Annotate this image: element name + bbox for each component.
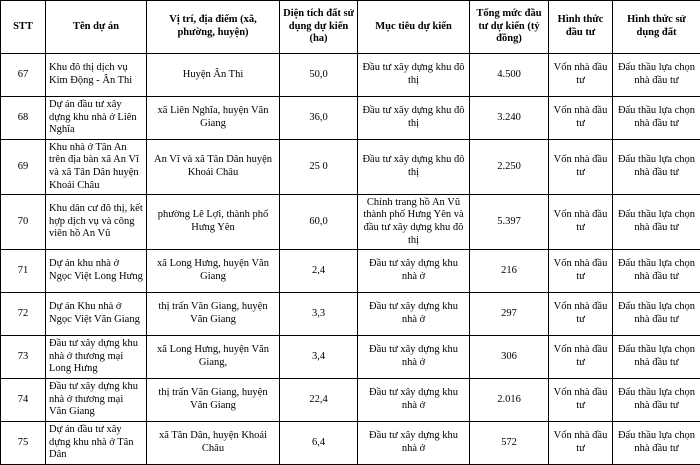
cell-stt: 68 [1,97,46,140]
cell-investment: 216 [470,250,549,293]
header-stt: STT [1,1,46,54]
header-location: Vị trí, địa điểm (xã, phường, huyện) [147,1,280,54]
cell-area: 25 0 [280,140,358,195]
header-investment: Tổng mức đầu tư dự kiến (tỷ đồng) [470,1,549,54]
cell-goal: Đầu tư xây dựng khu nhà ở [358,379,470,422]
cell-investment: 3.240 [470,97,549,140]
cell-area: 60,0 [280,195,358,250]
cell-location: thị trấn Văn Giang, huyện Văn Giang [147,379,280,422]
cell-stt: 67 [1,54,46,97]
header-project: Tên dự án [46,1,147,54]
cell-goal: Đầu tư xây dựng khu nhà ở [358,293,470,336]
table-row [1,97,700,140]
cell-location: phường Lê Lợi, thành phố Hưng Yên [147,195,280,250]
cell-stt: 69 [1,140,46,195]
table-row [1,336,700,379]
cell-stt: 71 [1,250,46,293]
cell-location: xã Long Hưng, huyện Văn Giang, [147,336,280,379]
cell-area: 22,4 [280,379,358,422]
cell-investment: 572 [470,422,549,465]
cell-form: Vốn nhà đầu tư [549,422,613,465]
cell-area: 3,4 [280,336,358,379]
cell-land: Đấu thầu lựa chọn nhà đầu tư [613,250,700,293]
cell-land: Đấu thầu lựa chọn nhà đầu tư [613,422,700,465]
header-area: Diện tích đất sử dụng dự kiến (ha) [280,1,358,54]
cell-investment: 297 [470,293,549,336]
cell-area: 50,0 [280,54,358,97]
cell-form: Vốn nhà đầu tư [549,250,613,293]
cell-land: Đấu thầu lựa chọn nhà đầu tư [613,195,700,250]
cell-form: Vốn nhà đầu tư [549,379,613,422]
cell-land: Đấu thầu lựa chọn nhà đầu tư [613,293,700,336]
table-row [1,422,700,465]
cell-land: Đấu thầu lựa chọn nhà đầu tư [613,97,700,140]
cell-goal: Đầu tư xây dựng khu đô thị [358,97,470,140]
cell-form: Vốn nhà đầu tư [549,54,613,97]
cell-area: 36,0 [280,97,358,140]
cell-area: 6,4 [280,422,358,465]
cell-form: Vốn nhà đầu tư [549,293,613,336]
cell-stt: 72 [1,293,46,336]
cell-stt: 73 [1,336,46,379]
table-row [1,250,700,293]
cell-stt: 74 [1,379,46,422]
cell-land: Đấu thầu lựa chọn nhà đầu tư [613,336,700,379]
cell-goal: Đầu tư xây dựng khu đô thị [358,140,470,195]
cell-project: Khu dân cư đô thị, kết hợp dịch vụ và công viên hồ An Vũ [46,195,147,250]
cell-project: Dự án đầu tư xây dựng khu nhà ở Liên Nghĩa [46,97,147,140]
table-row [1,293,700,336]
cell-goal: Đầu tư xây dựng khu đô thị [358,54,470,97]
cell-goal: Đầu tư xây dựng khu nhà ở [358,336,470,379]
cell-location: xã Liên Nghĩa, huyện Văn Giang [147,97,280,140]
cell-location: xã Long Hưng, huyện Văn Giang [147,250,280,293]
header-row [1,1,700,54]
cell-location: thị trấn Văn Giang, huyện Văn Giang [147,293,280,336]
cell-form: Vốn nhà đầu tư [549,195,613,250]
cell-stt: 70 [1,195,46,250]
cell-project: Đầu tư xây dựng khu nhà ở thương mại Văn Giang [46,379,147,422]
header-goal: Mục tiêu dự kiến [358,1,470,54]
cell-goal: Đầu tư xây dựng khu nhà ở [358,422,470,465]
cell-investment: 306 [470,336,549,379]
cell-goal: Đầu tư xây dựng khu nhà ở [358,250,470,293]
cell-project: Khu nhà ở Tân An trên địa bàn xã An Vĩ và xã Tân Dân huyện Khoái Châu [46,140,147,195]
cell-project: Đầu tư xây dựng khu nhà ở thương mại Long Hưng [46,336,147,379]
table-row [1,195,700,250]
cell-goal: Chỉnh trang hồ An Vũ thành phố Hưng Yên và đầu tư xây dựng khu đô thị [358,195,470,250]
cell-form: Vốn nhà đầu tư [549,336,613,379]
cell-stt: 75 [1,422,46,465]
table-row [1,379,700,422]
cell-land: Đấu thầu lựa chọn nhà đầu tư [613,54,700,97]
table-row [1,54,700,97]
header-form: Hình thức đầu tư [549,1,613,54]
cell-project: Dự án khu nhà ở Ngọc Việt Long Hưng [46,250,147,293]
cell-form: Vốn nhà đầu tư [549,97,613,140]
cell-investment: 4.500 [470,54,549,97]
cell-land: Đấu thầu lựa chọn nhà đầu tư [613,379,700,422]
cell-location: An Vĩ và xã Tân Dân huyện Khoái Châu [147,140,280,195]
cell-project: Khu đô thị dịch vụ Kim Động - Ân Thi [46,54,147,97]
cell-form: Vốn nhà đầu tư [549,140,613,195]
table-row [1,140,700,195]
header-land: Hình thức sử dụng đất [613,1,700,54]
cell-investment: 5.397 [470,195,549,250]
cell-investment: 2.250 [470,140,549,195]
cell-investment: 2.016 [470,379,549,422]
cell-project: Dự án Khu nhà ở Ngọc Việt Văn Giang [46,293,147,336]
cell-area: 3,3 [280,293,358,336]
cell-land: Đấu thầu lựa chọn nhà đầu tư [613,140,700,195]
cell-area: 2,4 [280,250,358,293]
cell-location: xã Tân Dân, huyện Khoái Châu [147,422,280,465]
cell-location: Huyện Ân Thi [147,54,280,97]
cell-project: Dự án đầu tư xây dựng khu nhà ở Tân Dân [46,422,147,465]
